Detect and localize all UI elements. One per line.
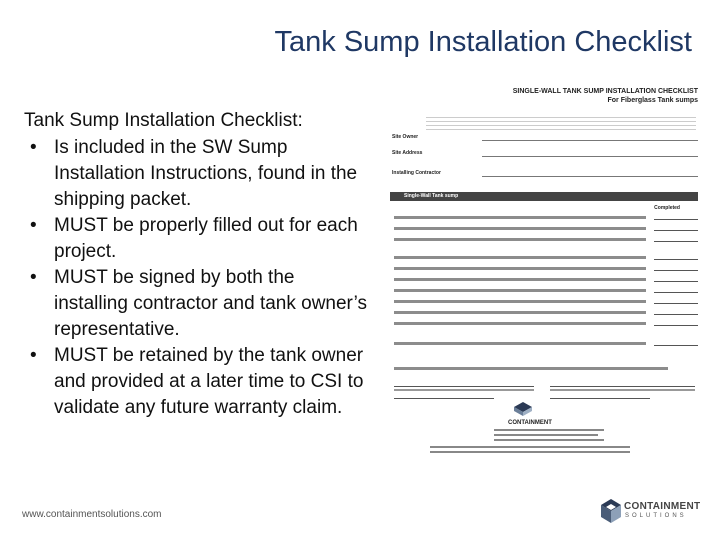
- checklist-item: [394, 322, 646, 325]
- checklist-item: [394, 267, 646, 270]
- slide-subtitle: Tank Sump Installation Checklist:: [24, 110, 303, 131]
- field-line: [482, 176, 698, 177]
- address-line: [494, 434, 598, 436]
- check-line: [654, 230, 698, 231]
- document-subheading: For Fiberglass Tank sumps: [607, 97, 698, 104]
- check-line: [654, 219, 698, 220]
- bullet-item: • MUST be retained by the tank owner and provided at a later time to CSI to validate any future warranty claim.: [24, 343, 369, 421]
- checklist-document-image: [390, 86, 708, 480]
- check-line: [654, 241, 698, 242]
- containment-solutions-logo-icon: [600, 498, 622, 524]
- signature-caption: [550, 389, 695, 391]
- check-line: [654, 314, 698, 315]
- check-line: [654, 292, 698, 293]
- checklist-item: [394, 289, 646, 292]
- signature-line: [550, 398, 650, 399]
- field-label-site-owner: Site Owner: [392, 134, 419, 140]
- checklist-item: [394, 342, 646, 345]
- field-label-site-address: Site Address: [392, 150, 423, 156]
- check-line: [654, 270, 698, 271]
- document-heading: SINGLE-WALL TANK SUMP INSTALLATION CHECKLIST: [512, 88, 698, 95]
- address-line: [494, 429, 604, 431]
- checklist-item: [394, 216, 646, 219]
- signature-line: [550, 386, 695, 387]
- check-line: [654, 325, 698, 326]
- check-line: [654, 281, 698, 282]
- field-label-installing-contractor: Installing Contractor: [392, 170, 441, 176]
- checklist-item: [394, 256, 646, 259]
- signature-caption: [394, 389, 534, 391]
- brand-subtitle: SOLUTIONS: [625, 513, 687, 519]
- bullet-list: [24, 135, 369, 421]
- checklist-item: [394, 300, 646, 303]
- check-line: [654, 303, 698, 304]
- document-brand: CONTAINMENT: [508, 420, 552, 426]
- checklist-item: [394, 311, 646, 314]
- address-line: [430, 446, 630, 448]
- signature-line: [394, 398, 494, 399]
- document-intro-text: [426, 114, 696, 130]
- slide-title: Tank Sump Installation Checklist: [274, 26, 692, 58]
- checklist-item: [394, 367, 668, 370]
- address-line: [494, 439, 604, 441]
- completed-column-label: Completed: [654, 205, 680, 211]
- signature-line: [394, 386, 534, 387]
- section-bar-label: Single-Wall Tank sump: [404, 193, 459, 199]
- address-line: [430, 451, 630, 453]
- checklist-item: [394, 238, 646, 241]
- checklist-item: [394, 278, 646, 281]
- checklist-item: [394, 227, 646, 230]
- footer-url[interactable]: www.containmentsolutions.com: [22, 509, 162, 520]
- bullet-item: • MUST be properly filled out for each project.: [24, 213, 369, 265]
- field-line: [482, 140, 698, 141]
- bullet-item: • MUST be signed by both the installing contractor and tank owner’s representative.: [24, 265, 369, 343]
- check-line: [654, 345, 698, 346]
- brand-name: CONTAINMENT: [624, 501, 701, 512]
- check-line: [654, 259, 698, 260]
- containment-logo-icon: [513, 401, 533, 417]
- bullet-item: • Is included in the SW Sump Installation Instructions, found in the shipping packet.: [24, 135, 369, 213]
- field-line: [482, 156, 698, 157]
